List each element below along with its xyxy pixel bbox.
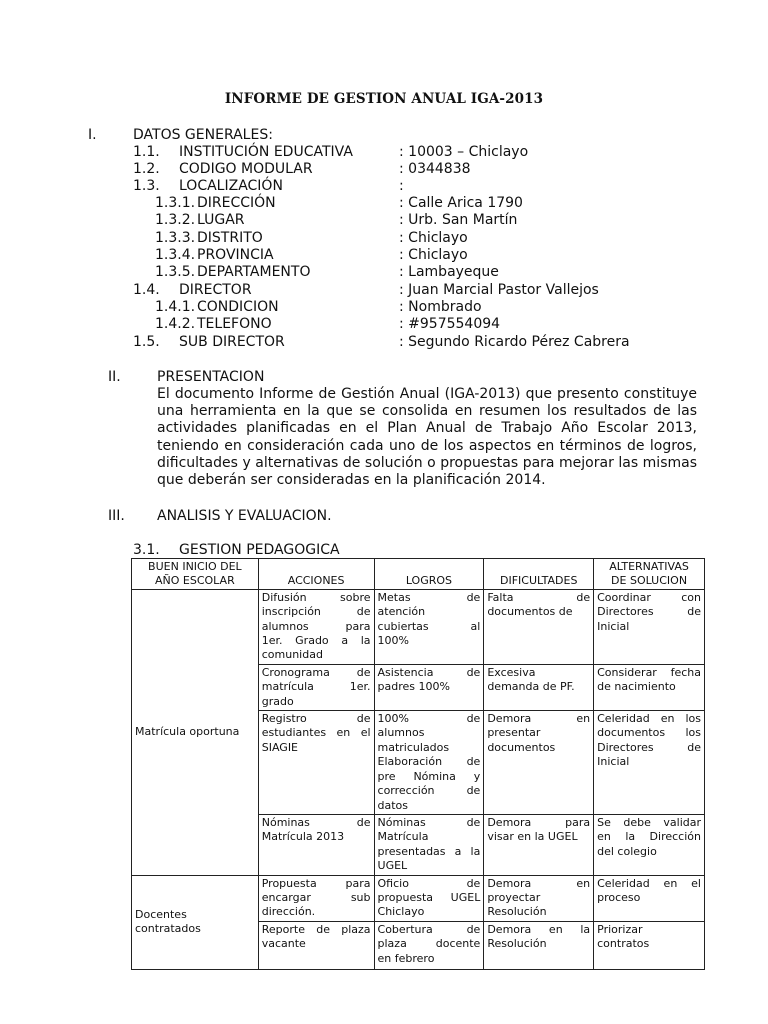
achievements-cell [374,814,484,875]
item-number: 1.5. [133,334,160,350]
cell-text-line: pre Nómina y [377,769,481,783]
item-label: DIRECCIÓN [197,195,276,211]
item-number: 1.3. [133,178,160,194]
column-header [132,559,259,590]
cell-text-line: matrícula 1er. [261,680,371,694]
column-header-text: BUEN INICIO DEL [148,560,242,573]
item-label: LUGAR [197,212,245,228]
item-number: 1.1. [133,144,160,160]
section-2-number: II. [108,369,121,385]
item-number: 1.3.5. [155,264,196,280]
cell-text-line: Matrícula 2013 [261,830,345,844]
cell-text-line: Demora en [487,712,591,726]
item-value: : Nombrado [399,299,482,315]
cell-text-line: Demora en [487,876,591,890]
cell-text-line: Cobertura de [377,922,481,936]
cell-text-line: Falta de [487,590,591,604]
item-value: : Urb. San Martín [399,212,518,228]
section-2-title: PRESENTACION [157,369,265,385]
item-value: : [399,178,404,194]
cell-text-line: Se debe validar [597,815,701,829]
cell-text-line: alumnos [377,726,425,740]
section-3-title: ANALISIS Y EVALUACION. [157,508,332,524]
achievements-cell [374,875,484,921]
achievements-cell [374,711,484,815]
item-number: 1.2. [133,161,160,177]
cell-text-line: UGEL [377,859,408,873]
section-3-number: III. [108,508,125,524]
actions-cell [258,664,374,710]
cell-text-line: presentadas a la [377,844,481,858]
actions-cell [258,875,374,921]
cell-text-line: del colegio [597,844,657,858]
item-value: : 0344838 [399,161,471,177]
cell-text-line: alumnos para [261,619,371,633]
cell-text-line: documentos los [597,726,701,740]
cell-text-line: Celeridad en los [597,712,701,726]
paragraph-line: dificultades y alternativas de solución o propuestas para mejorar las mismas [157,454,697,471]
cell-text-line: inscripción de [261,605,371,619]
item-label: PROVINCIA [197,247,274,263]
actions-cell [258,589,374,664]
column-header-text: LOGROS [405,574,453,588]
column-header-text: DE SOLUCION [611,574,688,588]
group-label-cell: Matrícula oportuna [132,589,259,875]
section-1-title: DATOS GENERALES: [133,127,273,143]
cell-text-line: Oficio de [377,876,481,890]
subsection-3-1-number: 3.1. [133,542,160,558]
cell-text-line: Asistencia de [377,665,481,679]
cell-text-line: demanda de PF. [487,680,575,694]
table-header-row [132,559,705,590]
cell-text-line: propuesta UGEL [377,890,481,904]
column-header-text: ACCIONES [287,574,345,588]
cell-text-line: Propuesta para [261,876,371,890]
item-label: CONDICION [197,299,279,315]
column-header [594,559,705,590]
cell-text-line: 100% [377,634,409,648]
cell-text-line: Demora en la [487,922,591,936]
alternatives-cell [594,921,705,969]
cell-text-line: dirección. [261,905,316,919]
difficulties-cell [484,814,594,875]
paragraph-line: que deberán ser consideradas en la planificación 2014. [157,471,546,488]
cell-text-line: Directores de [597,740,701,754]
item-label: DISTRITO [197,230,263,246]
cell-text-line: Elaboración de [377,755,481,769]
cell-text-line: Registro de [261,712,371,726]
cell-text-line: documentos [487,740,556,754]
difficulties-cell [484,875,594,921]
cell-text-line: Excesiva [487,665,536,679]
column-header [484,559,594,590]
alternatives-cell [594,664,705,710]
cell-text-line: Directores de [597,605,701,619]
item-label: SUB DIRECTOR [179,334,285,350]
column-header-text: ALTERNATIVAS [609,560,689,573]
paragraph-line: actividades planificadas en el Plan Anual de Trabajo Año Escolar 2013, [157,420,697,437]
table-row [132,875,705,921]
item-label: TELEFONO [197,316,272,332]
paragraph-line: teniendo en consideración cada uno de los aspectos en términos de logros, [157,437,697,454]
cell-text-line: plaza docente [377,937,481,951]
cell-text-line: Reporte de plaza [261,922,371,936]
column-header-text: DIFICULTADES [500,574,578,588]
cell-text-line: Metas de [377,590,481,604]
item-value: : Calle Arica 1790 [399,195,523,211]
cell-text-line: Difusión sobre [261,590,371,604]
cell-text-line: SIAGIE [261,740,299,754]
difficulties-cell [484,921,594,969]
cell-text-line: Demora para [487,815,591,829]
item-value: : Chiclayo [399,247,468,263]
actions-cell [258,921,374,969]
cell-text-line: atención [377,605,426,619]
cell-text-line: corrección de [377,784,481,798]
difficulties-cell [484,589,594,664]
item-number: 1.4. [133,282,160,298]
cell-text-line: visar en la UGEL [487,830,578,844]
pedagogical-management-table [131,558,705,970]
item-number: 1.3.2. [155,212,196,228]
cell-text-line: Cronograma de [261,665,371,679]
difficulties-cell [484,711,594,815]
cell-text-line: Resolución [487,905,547,919]
group-label-cell: Docentes contratados [132,875,259,969]
cell-text-line: vacante [261,937,306,951]
section-1-number: I. [88,127,97,143]
alternatives-cell [594,711,705,815]
item-label: LOCALIZACIÓN [179,178,283,194]
item-value: : #957554094 [399,316,501,332]
paragraph-line: una herramienta en la que se consolida en resumen los resultados de las [157,403,697,420]
difficulties-cell [484,664,594,710]
item-label: INSTITUCIÓN EDUCATIVA [179,144,353,160]
cell-text-line: presentar [487,726,541,740]
cell-text-line: contratos [597,937,650,951]
column-header [258,559,374,590]
cell-text-line: Resolución [487,937,547,951]
cell-text-line: padres 100% [377,680,450,694]
item-label: DIRECTOR [179,282,252,298]
column-header-text: AÑO ESCOLAR [155,574,235,588]
cell-text-line: de nacimiento [597,680,676,694]
item-label: CODIGO MODULAR [179,161,313,177]
subsection-3-1-title: GESTION PEDAGOGICA [179,542,340,558]
cell-text-line: datos [377,798,409,812]
achievements-cell [374,921,484,969]
actions-cell [258,711,374,815]
cell-text-line: en febrero [377,951,435,965]
cell-text-line: Inicial [597,755,630,769]
cell-text-line: grado [261,694,294,708]
item-value: : Juan Marcial Pastor Vallejos [399,282,599,298]
cell-text-line: proceso [597,890,641,904]
column-header [374,559,484,590]
cell-text-line: Chiclayo [377,905,425,919]
item-value: : 10003 – Chiclayo [399,144,529,160]
cell-text-line: Considerar fecha [597,665,701,679]
item-number: 1.4.2. [155,316,196,332]
cell-text-line: 1er. Grado a la [261,634,371,648]
cell-text-line: Nóminas de [261,815,371,829]
actions-cell [258,814,374,875]
cell-text-line: cubiertas al [377,619,481,633]
presentation-paragraph [157,386,697,489]
cell-text-line: comunidad [261,648,323,662]
alternatives-cell [594,875,705,921]
item-number: 1.3.4. [155,247,196,263]
cell-text-line: Inicial [597,619,630,633]
item-value: : Chiclayo [399,230,468,246]
item-number: 1.4.1. [155,299,196,315]
paragraph-line: El documento Informe de Gestión Anual (IGA-2013) que presento constituye [157,386,697,402]
cell-text-line: estudiantes en el [261,726,371,740]
cell-text-line: Nóminas de [377,815,481,829]
cell-text-line: proyectar [487,890,541,904]
cell-text-line: documentos de [487,605,573,619]
document-title: INFORME DE GESTION ANUAL IGA-2013 [224,91,544,107]
item-number: 1.3.3. [155,230,196,246]
cell-text-line: en la Dirección [597,830,701,844]
achievements-cell [374,589,484,664]
alternatives-cell [594,589,705,664]
item-value: : Segundo Ricardo Pérez Cabrera [399,334,630,350]
cell-text-line: Coordinar con [597,590,701,604]
item-label: DEPARTAMENTO [197,264,311,280]
cell-text-line: encargar sub [261,890,371,904]
item-number: 1.3.1. [155,195,196,211]
cell-text-line: matriculados [377,740,450,754]
achievements-cell [374,664,484,710]
alternatives-cell [594,814,705,875]
cell-text-line: Matrícula [377,830,429,844]
item-value: : Lambayeque [399,264,499,280]
table-row [132,589,705,664]
cell-text-line: Priorizar [597,922,643,936]
cell-text-line: 100% de [377,712,481,726]
cell-text-line: Celeridad en el [597,876,701,890]
